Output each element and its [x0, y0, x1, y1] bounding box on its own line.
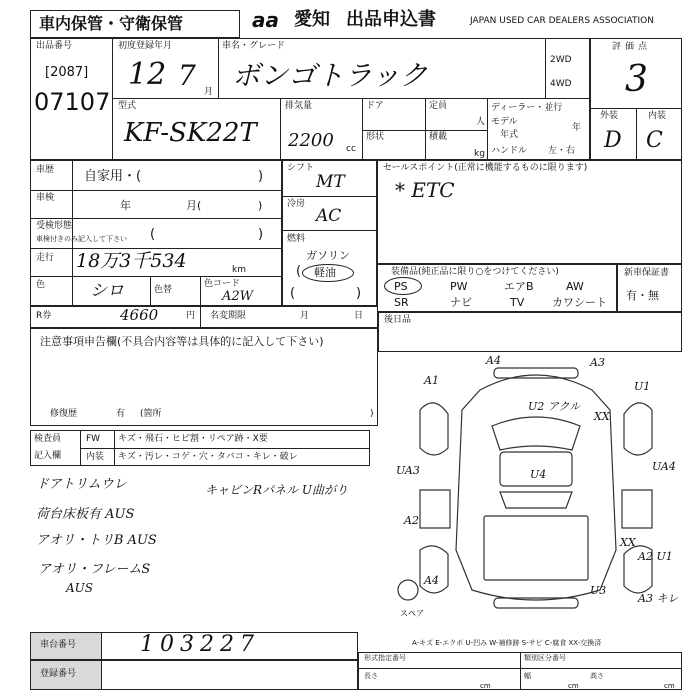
- load-label: 積載: [429, 132, 448, 142]
- car-diagram: [390, 350, 682, 620]
- handwritten-note: アオリ・フレームS: [38, 562, 151, 577]
- inspection-close: ): [258, 199, 263, 212]
- fuel-close: ): [356, 286, 362, 301]
- exterior-value: D: [604, 128, 622, 153]
- class-number-label: 類別区分番号: [524, 654, 566, 662]
- sales-point-value: * ETC: [395, 178, 455, 202]
- displacement-value: 2200: [288, 130, 334, 151]
- damage-mark: UA4: [652, 460, 676, 473]
- damage-mark: A2: [404, 514, 419, 527]
- equipment-item: PS: [394, 280, 408, 293]
- history-value: 自家用・(: [84, 169, 142, 184]
- fuel-open-1: (: [296, 264, 302, 279]
- recycle-unit: 円: [186, 311, 196, 321]
- interior-label-row: 内装: [86, 452, 105, 462]
- plate-label: 登録番号: [40, 669, 77, 679]
- height-unit: cm: [664, 682, 675, 690]
- damage-mark: U1: [634, 380, 651, 393]
- repair-place: (箇所: [140, 409, 162, 419]
- rear-items-box: [378, 312, 682, 352]
- name-change-month: 月: [300, 311, 310, 321]
- inspection-cert-label: 受検形態: [36, 221, 73, 231]
- inspection-year: 年: [120, 199, 131, 212]
- fuel-options: ガソリン: [306, 249, 350, 262]
- inspector-label: 検査員: [34, 434, 62, 444]
- logo: aa: [252, 8, 279, 32]
- damage-mark: A1: [424, 374, 439, 387]
- name-change-label: 名変期限: [210, 311, 247, 321]
- color-value: シロ: [90, 281, 124, 301]
- aircon-value: AC: [316, 206, 342, 226]
- aircon-label: 冷房: [287, 199, 306, 209]
- rating-label: 評価点: [612, 42, 652, 52]
- damage-mark: A3 キレ: [638, 592, 679, 605]
- interior-items: キズ・汚レ・コゲ・穴・タバコ・キレ・破レ: [118, 452, 298, 462]
- mileage-unit: km: [232, 265, 246, 275]
- association-name: JAPAN USED CAR DEALERS ASSOCIATION: [470, 16, 654, 26]
- repair-label: 修復歴: [50, 409, 78, 419]
- color-label: 色: [36, 280, 46, 290]
- handwritten-note: AUS: [66, 581, 93, 595]
- repair-value: 有: [116, 409, 126, 419]
- sales-point-label: セールスポイント(正常に機能するものに限ります): [383, 163, 588, 173]
- damage-mark: A4: [486, 354, 501, 367]
- rating-value: 3: [625, 59, 648, 100]
- fuel-value: 軽油: [314, 266, 336, 279]
- equipment-circle: [384, 277, 422, 295]
- damage-legend: A-キズ E-エクボ U-凹み W-補修跡 S-サビ C-腐食 XX-交換済: [412, 639, 602, 647]
- interior-label: 内装: [648, 111, 667, 121]
- width-label: 幅: [524, 672, 531, 680]
- handwritten-note: 荷台床板有 AUS: [36, 507, 135, 522]
- damage-mark: U4: [530, 468, 547, 481]
- notes-label: 注意事項申告欄(不具合内容等は具体的に記入して下さい): [40, 335, 324, 348]
- equipment-item: TV: [510, 296, 525, 309]
- interior-value: C: [646, 128, 663, 153]
- equipment-item: カワシート: [552, 296, 607, 309]
- equipment-label: 装備品(純正品に限り○をつけてください): [391, 267, 559, 277]
- shift-label: シフト: [287, 163, 315, 173]
- listing-number: 07107: [34, 88, 111, 116]
- damage-mark: A4: [424, 574, 439, 587]
- displacement-unit: cc: [346, 144, 356, 154]
- fw-label: FW: [86, 434, 101, 444]
- storage-box: [30, 10, 240, 38]
- registration-year: 12: [128, 57, 167, 92]
- listing-label: 出品番号: [36, 41, 73, 51]
- length-label: 長さ: [364, 672, 378, 680]
- color-code: A2W: [222, 289, 254, 304]
- fw-items: キズ・飛石・ヒビ割・リペア跡・X要: [118, 434, 268, 444]
- form-number-label: 形式指定番号: [364, 654, 406, 662]
- displacement-label: 排気量: [285, 101, 313, 111]
- org-name: 愛知: [294, 9, 330, 30]
- dealer-model-label: モデル: [491, 117, 518, 127]
- drive-2wd: 2WD: [550, 55, 572, 65]
- handwritten-note: アオリ・トリB AUS: [36, 533, 157, 548]
- damage-mark: XX: [620, 536, 636, 549]
- recycle-value: 4660: [120, 306, 159, 324]
- equipment-item: ナビ: [450, 296, 472, 309]
- inspection-month: 月(: [186, 199, 202, 212]
- mileage-value: 18万3千534: [76, 250, 187, 272]
- damage-mark: UA3: [396, 464, 420, 477]
- inspection-cert-close: ): [258, 227, 264, 242]
- equipment-item: エアB: [504, 280, 534, 293]
- handwritten-note: キャビンRパネル U曲がり: [205, 483, 348, 497]
- doors-label: ドア: [366, 101, 384, 111]
- handle-options: 左・右: [548, 146, 576, 156]
- recycle-box: [30, 306, 378, 328]
- sales-point-box: [377, 160, 682, 264]
- width-unit: cm: [568, 682, 579, 690]
- inspection-cert-open: (: [150, 227, 156, 242]
- height-label: 高さ: [590, 672, 604, 680]
- model-value: KF-SK22T: [124, 118, 257, 148]
- car-name-value: ボンゴトラック: [232, 59, 428, 92]
- model-label: 型式: [118, 101, 137, 111]
- capacity-unit: 人: [476, 117, 486, 127]
- equipment-item: AW: [566, 280, 584, 293]
- spare-label: スペア: [400, 609, 424, 618]
- history-close: ): [258, 169, 264, 184]
- handle-label: ハンドル: [491, 146, 528, 156]
- capacity-label: 定員: [429, 101, 448, 111]
- rear-items-label: 後日品: [384, 315, 412, 325]
- equipment-grid: [380, 280, 616, 312]
- fuel-open-2: (: [290, 286, 296, 301]
- car-name-label: 車名・グレード: [222, 41, 286, 51]
- repair-close: ): [370, 409, 374, 419]
- inspection-cert-note: 車検付きのみ記入して下さい: [36, 235, 127, 243]
- fuel-label: 燃料: [287, 234, 306, 244]
- shape-label: 形状: [366, 132, 385, 142]
- new-warranty-value: 有・無: [626, 289, 659, 302]
- damage-mark: U2 アクル: [528, 400, 581, 413]
- handwritten-note: ドアトリムウレ: [36, 477, 127, 492]
- form-title: 出品申込書: [346, 9, 436, 30]
- registration-month: 7: [178, 59, 196, 92]
- damage-mark: A2 U1: [638, 550, 673, 563]
- recycle-label: R券: [36, 311, 52, 321]
- color-code-label: 色コード: [204, 279, 241, 289]
- drive-4wd: 4WD: [550, 79, 572, 89]
- listing-sub-number: [2087]: [45, 65, 89, 80]
- damage-mark: XX: [594, 410, 610, 423]
- registration-label: 初度登録年月: [118, 41, 173, 51]
- inspection-label: 車検: [36, 193, 55, 203]
- equipment-item: PW: [450, 280, 468, 293]
- color-change-label: 色替: [154, 285, 173, 295]
- dealer-year-label: 年式: [500, 130, 519, 140]
- exterior-label: 外装: [600, 111, 619, 121]
- chassis-value: 103227: [140, 632, 260, 657]
- registration-month-unit: 月: [204, 87, 214, 97]
- damage-mark: A3: [590, 356, 605, 369]
- new-warranty-label: 新車保証書: [624, 268, 670, 278]
- entry-label: 記入欄: [34, 451, 62, 461]
- dealer-label: ディーラー・並行: [491, 103, 563, 113]
- damage-mark: U3: [590, 584, 607, 597]
- dealer-model-unit: 年: [572, 123, 582, 133]
- length-unit: cm: [480, 682, 491, 690]
- shift-value: MT: [316, 172, 345, 192]
- history-label: 車歴: [36, 165, 55, 175]
- equipment-item: SR: [394, 296, 409, 309]
- storage-title: 車内保管・守衛保管: [39, 14, 184, 33]
- chassis-label: 車台番号: [40, 640, 77, 650]
- mileage-label: 走行: [36, 253, 55, 263]
- load-unit: kg: [474, 149, 485, 159]
- name-change-day: 日: [354, 311, 364, 321]
